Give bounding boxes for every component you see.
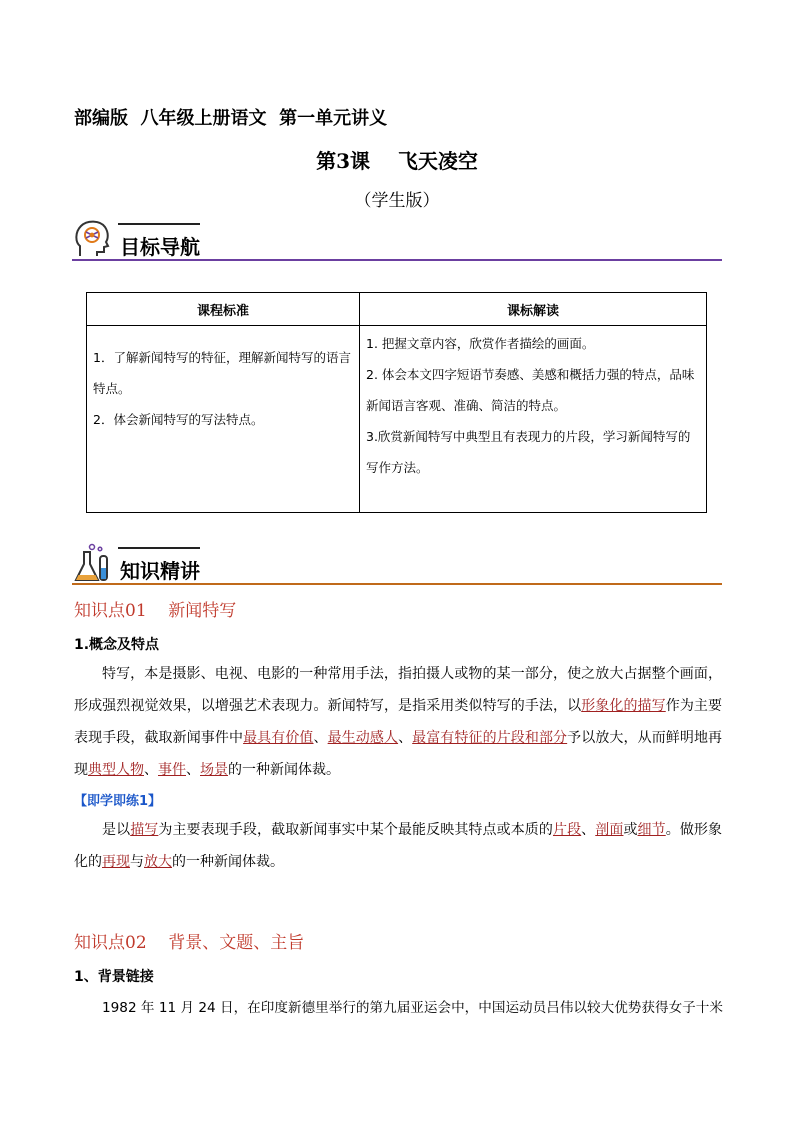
keyword: 放大: [144, 854, 172, 870]
section-divider-goals: [72, 259, 722, 261]
subheading-concept: 1.概念及特点: [74, 637, 160, 653]
list-item: 1. 把握文章内容，欣赏作者描绘的画面。: [366, 336, 595, 351]
knowledge-point-2-title: 知识点02 背景、文题、主旨: [74, 933, 305, 953]
section-title-overline: [118, 547, 200, 549]
lesson-prefix: 第: [316, 149, 337, 173]
lesson-title: [0, 145, 794, 174]
section-title-knowledge: 知识精讲: [120, 559, 200, 583]
practice-badge: 【即学即练1】: [74, 794, 162, 809]
table-cell-standards: [87, 326, 360, 513]
table-cell-interpretation: [360, 326, 707, 513]
lab-flask-icon: [70, 542, 114, 584]
keyword: 最生动感人: [327, 730, 399, 746]
practice-paragraph: 是以描写为主要表现手段，截取新闻事实中某个最能反映其特点或本质的片段、剖面或细节。做形象化的再现与放大的一种新闻体裁。: [74, 822, 723, 870]
lesson-suffix: 课: [350, 149, 371, 173]
head-brain-icon: [72, 218, 114, 260]
section-divider-knowledge: [72, 583, 722, 585]
list-item: 2. 体会本文四字短语节奏感、美感和概括力强的特点，品味新闻语言客观、准确、简洁的特点。: [366, 367, 695, 413]
keyword: 最具有价值: [243, 730, 314, 746]
keyword: 场景: [200, 762, 228, 778]
keyword: 形象化的描写: [581, 698, 666, 714]
concept-paragraph: 特写，本是摄影、电视、电影的一种常用手法，指拍摄人或物的某一部分，使之放大占据整个画面，形成强烈视觉效果，以增强艺术表现力。新闻特写，是指采用类似特写的手法，以形象化的描写作为主要表现手段，截取新闻事件中最具有价值、最生动感人、最富有特征的片段和部分予以放大，从而鲜明地再现典型人物、事件、场景的一种新闻体裁。: [74, 666, 723, 778]
table-header: 课程标准: [87, 293, 360, 326]
list-item: 3.欣赏新闻特写中典型且有表现力的片段，学习新闻特写的写作方法。: [366, 429, 691, 475]
list-item: 1．了解新闻特写的特征，理解新闻特写的语言特点。: [93, 350, 351, 396]
lesson-name: 飞天凌空: [397, 149, 478, 173]
document-header-title: 部编版 八年级上册语文 第一单元讲义: [74, 108, 388, 129]
keyword: 事件: [158, 762, 186, 778]
list-item: 2．体会新闻特写的写法特点。: [93, 412, 264, 427]
keyword: 描写: [130, 822, 159, 838]
subheading-background: 1、背景链接: [74, 969, 154, 985]
lesson-number: 3: [336, 149, 351, 173]
table-header: 课标解读: [360, 293, 707, 326]
knowledge-point-1-title: 知识点01 新闻特写: [74, 601, 237, 621]
keyword: 剖面: [595, 822, 624, 838]
keyword: 典型人物: [88, 762, 144, 778]
section-title-goals: 目标导航: [120, 235, 200, 259]
keyword: 最富有特征的片段和部分: [412, 730, 568, 746]
background-paragraph: 1982 年 11 月 24 日，在印度新德里举行的第九届亚运会中，中国运动员吕伟以较大优势获得女子十米: [102, 1000, 723, 1016]
keyword: 片段: [552, 822, 582, 838]
section-title-overline: [118, 223, 200, 225]
keyword: 细节: [637, 822, 666, 838]
keyword: 再现: [102, 854, 130, 870]
edition-label: （学生版）: [354, 191, 440, 211]
standards-table: [86, 292, 707, 513]
